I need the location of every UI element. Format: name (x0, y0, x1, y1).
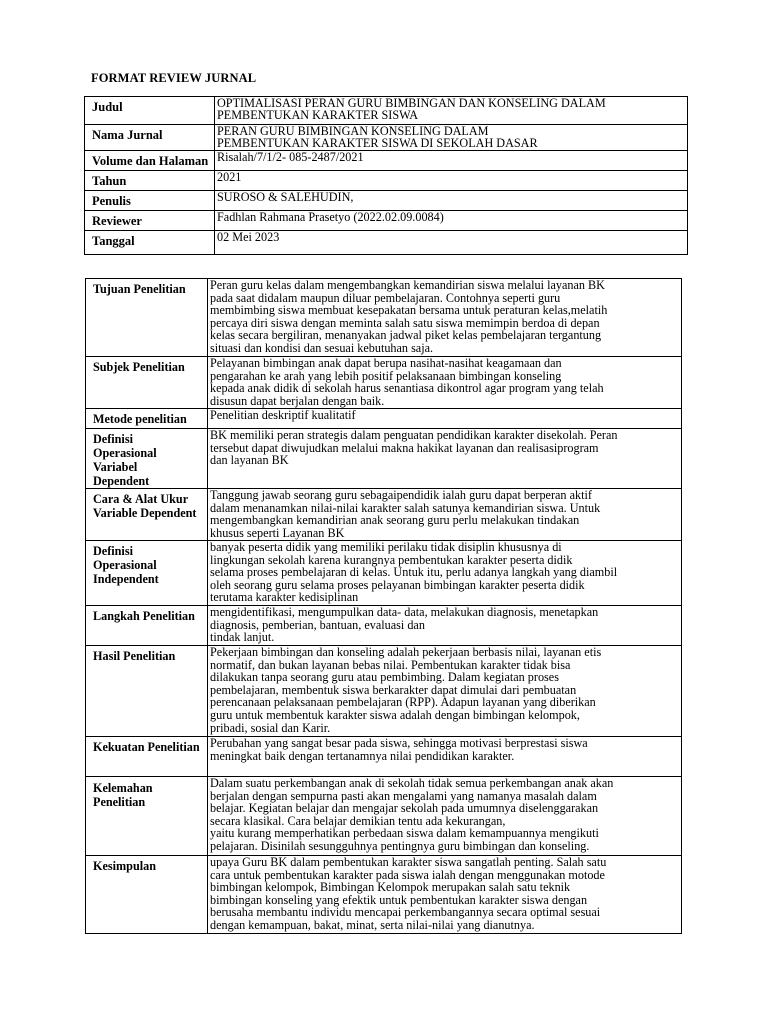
review-value: Dalam suatu perkembangan anak di sekolah tidak semua perkembangan anak akan berjalan dengan sempurna pasti akan mengalami yang namanya masalah dalam belajar. Kegiatan belajar dan mengajar sekolah pada umumnya diselenggarakan secara klasikal. Cara belajar demikian tentu ada kekurangan, yaitu kurang memperhatikan perbedaan siswa dalam kemampuannya mengikuti pelajaran. Disinilah sesungguhnya pentingnya guru bimbingan dan konseling. (208, 777, 682, 856)
table-row (85, 97, 688, 125)
meta-label: Tahun (85, 171, 215, 191)
review-label: Kesimpulan (86, 856, 208, 934)
table-row (85, 211, 688, 231)
meta-value: SUROSO & SALEHUDIN, (215, 191, 688, 211)
meta-label: Reviewer (85, 211, 215, 231)
review-value: banyak peserta didik yang memiliki perilaku tidak disiplin khususnya di lingkungan sekolah karena kurangnya pembentukan karakter peserta didik selama proses pembelajaran di kelas. Untuk itu, perlu adanya langkah yang diambil oleh seorang guru selama proses pelayanan bimbingan karakter peserta didik terutama karakter kedisiplinan (208, 541, 682, 606)
meta-label: Nama Jurnal (85, 125, 215, 151)
review-value: Pelayanan bimbingan anak dapat berupa nasihat-nasihat keagamaan dan pengarahan ke arah yang lebih positif pelaksanaan bimbingan konseling kepada anak didik di sekolah harus senantiasa dikontrol agar program yang telah disusun dapat berjalan dengan baik. (208, 357, 682, 409)
table-row (86, 489, 682, 541)
review-label: Kekuatan Penelitian (86, 737, 208, 777)
meta-value: Risalah/7/1/2- 085-2487/2021 (215, 151, 688, 171)
table-row (86, 279, 682, 357)
review-label: Definisi Operasional Independent (86, 541, 208, 606)
table-row (86, 357, 682, 409)
review-label: Tujuan Penelitian (86, 279, 208, 357)
review-value: Penelitian deskriptif kualitatif (208, 409, 682, 429)
meta-value: PERAN GURU BIMBINGAN KONSELING DALAM PEMBENTUKAN KARAKTER SISWA DI SEKOLAH DASAR (215, 125, 688, 151)
review-label: Langkah Penelitian (86, 606, 208, 646)
journal-metadata-table (84, 96, 688, 255)
meta-label: Tanggal (85, 231, 215, 255)
review-value: Perubahan yang sangat besar pada siswa, sehingga motivasi berprestasi siswa meningkat baik dengan tertanamnya nilai pendidikan karakter. (208, 737, 682, 777)
review-label: Cara & Alat Ukur Variable Dependent (86, 489, 208, 541)
document-title: FORMAT REVIEW JURNAL (91, 71, 257, 85)
table-row (85, 151, 688, 171)
review-label: Kelemahan Penelitian (86, 777, 208, 856)
table-row (86, 646, 682, 737)
review-value: Pekerjaan bimbingan dan konseling adalah pekerjaan berbasis nilai, layanan etis normatif, dan bukan layanan bebas nilai. Pembentukan karakter tidak bisa dilakukan tanpa seorang guru atau pembimbing. Dalam kegiatan proses pembelajaran, membentuk siswa berkarakter dapat dimulai dari pembuatan perencanaan pelaksanaan pembelajaran (RPP). Adapun layanan yang diberikan guru untuk membentuk karakter siswa adalah dengan bimbingan kelompok, pribadi, sosial dan Karir. (208, 646, 682, 737)
review-value: Tanggung jawab seorang guru sebagaipendidik ialah guru dapat berperan aktif dalam menanamkan nilai-nilai karakter salah satunya kemandirian siswa. Untuk mengembangkan kemandirian anak seorang guru perlu melakukan tindakan khusus seperti Layanan BK (208, 489, 682, 541)
table-row (86, 541, 682, 606)
meta-value: 2021 (215, 171, 688, 191)
table-row (85, 171, 688, 191)
table-row (85, 231, 688, 255)
table-row (86, 777, 682, 856)
meta-label: Volume dan Halaman (85, 151, 215, 171)
meta-value: OPTIMALISASI PERAN GURU BIMBINGAN DAN KONSELING DALAM PEMBENTUKAN KARAKTER SISWA (215, 97, 688, 125)
meta-value: 02 Mei 2023 (215, 231, 688, 255)
table-row (85, 125, 688, 151)
meta-label: Penulis (85, 191, 215, 211)
meta-value: Fadhlan Rahmana Prasetyo (2022.02.09.0084) (215, 211, 688, 231)
review-value: BK memiliki peran strategis dalam penguatan pendidikan karakter disekolah. Peran tersebut dapat diwujudkan melalui makna hakikat layanan dan realisasiprogram dan layanan BK (208, 429, 682, 489)
journal-review-table (85, 278, 682, 934)
table-row (86, 409, 682, 429)
meta-label: Judul (85, 97, 215, 125)
table-row (86, 737, 682, 777)
review-label: Metode penelitian (86, 409, 208, 429)
review-value: Peran guru kelas dalam mengembangkan kemandirian siswa melalui layanan BK pada saat didalam maupun diluar pembelajaran. Contohnya seperti guru membimbing siswa membuat kesepakatan bersama untuk peraturan kelas,melatih percaya diri siswa dengan meminta salah satu siswa memimpin berdoa di depan kelas secara bergiliran, menanyakan jadwal piket kelas pembelajaran tergantung situasi dan kondisi dan sesuai kebutuhan saja. (208, 279, 682, 357)
review-value: mengidentifikasi, mengumpulkan data- data, melakukan diagnosis, menetapkan diagnosis, pemberian, bantuan, evaluasi dan tindak lanjut. (208, 606, 682, 646)
review-value: upaya Guru BK dalam pembentukan karakter siswa sangatlah penting. Salah satu cara untuk pembentukan karakter pada siswa ialah dengan menggunakan motode bimbingan kelompok, Bimbingan Kelompok merupakan salah satu teknik bimbingan konseling yang efektik untuk pembentukan karakter siswa dengan berusaha membantu individu mencapai perkembangannya secara optimal sesuai dengan kemampuan, bakat, minat, serta nilai-nilai yang dianutnya. (208, 856, 682, 934)
table-row (86, 606, 682, 646)
review-label: Subjek Penelitian (86, 357, 208, 409)
review-label: Definisi Operasional Variabel Dependent (86, 429, 208, 489)
table-row (85, 191, 688, 211)
review-label: Hasil Penelitian (86, 646, 208, 737)
table-row (86, 856, 682, 934)
table-row (86, 429, 682, 489)
